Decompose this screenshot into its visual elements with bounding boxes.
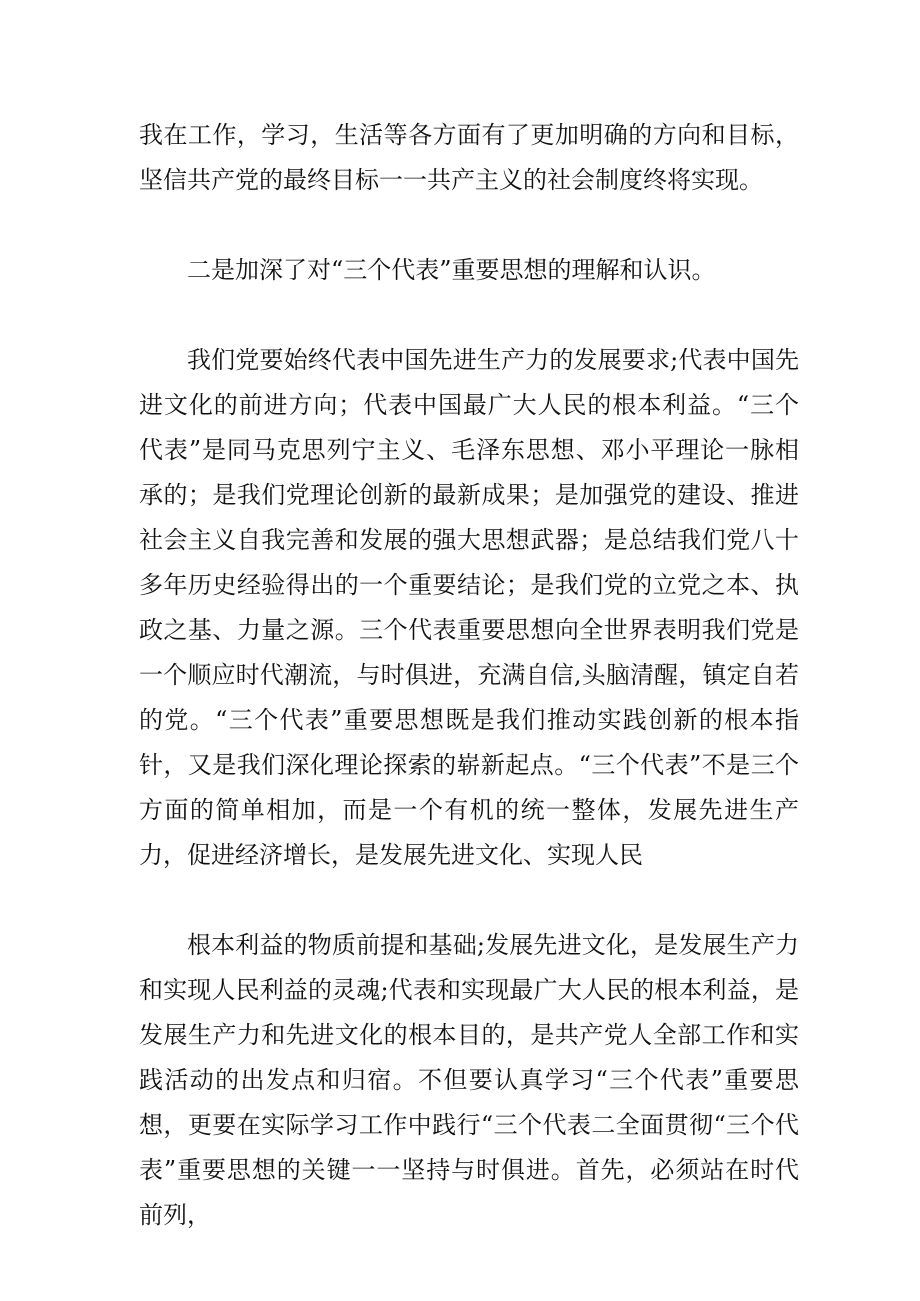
paragraph-continuation: 我在工作，学习，生活等各方面有了更加明确的方向和目标，坚信共产党的最终目标一一共产主义的社会制度终将实现。 [139,121,799,194]
document-page [139,113,799,1238]
paragraph-three-represents: 我们党要始终代表中国先进生产力的发展要求;代表中国先进文化的前进方向；代表中国最广大人民的根本利益。“三个代表”是同马克思列宁主义、毛泽东思想、邓小平理论一脉相承的；是我们党理论创新的最新成果；是加强党的建设、推进社会主义自我完善和发展的强大思想武器；是总结我们党八十多年历史经验得出的一个重要结论；是我们党的立党之本、执政之基、力量之源。三个代表重要思想向全世界表明我们党是一个顺应时代潮流，与时俱进，充满自信,头脑清醒，镇定自若的党。“三个代表”重要思想既是我们推动实践创新的根本指针，又是我们深化理论探索的崭新起点。“三个代表”不是三个方面的简单相加，而是一个有机的统一整体，发展先进生产力，促进经济增长，是发展先进文化、实现人民 [139,346,799,869]
paragraph-fundamental-interests: 根本利益的物质前提和基础;发展先进文化，是发展生产力和实现人民利益的灵魂;代表和实现最广大人民的根本利益，是发展生产力和先进文化的根本目的，是共产党人全部工作和实践活动的出发点和归宿。不但要认真学习“三个代表”重要思想，更要在实际学习工作中践行“三个代表二全面贯彻“三个代表”重要思想的关键一一坚持与时俱进。首先，必须站在时代前列， [139,931,799,1229]
paragraph-heading-point-two: 二是加深了对“三个代表”重要思想的理解和认识。 [187,256,716,284]
